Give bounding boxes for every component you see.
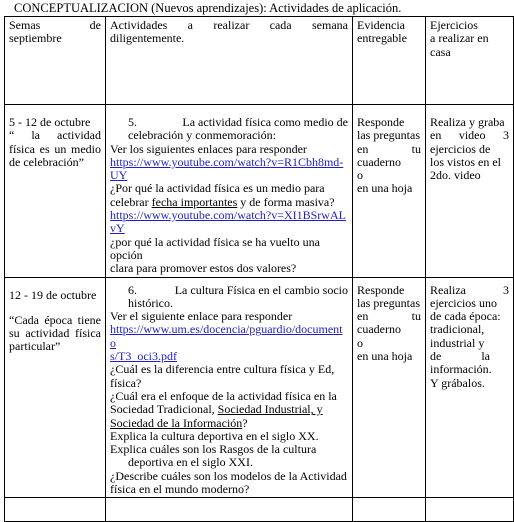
header-cell-homework: Ejercicios a realizar en casa [426, 17, 514, 105]
evidence-cell: Responde las preguntas en tu cuaderno o en una hoja [353, 277, 426, 498]
section-heading: CONCEPTUALIZACION (Nuevos aprendizajes): Actividades de aplicación. [14, 1, 402, 15]
empty-cell [353, 498, 426, 522]
activities-cell: 5. La actividad física como medio de celebración y conmemoración: Ver los siguientes enlaces para responder https://www.youtube.com/watch?v=R1Cbh8md- UY ¿Por qué la actividad física es un medio para celebrar fecha importantes y de forma masiva? https://www.youtube.com/watch?v=XI1BSrwAL vY ¿por qué la actividad física se ha vuelto una opción clara para promover estos dos valores? [106, 105, 353, 278]
week-quote: “Cada época tiene su actividad física particular” [9, 312, 101, 354]
activity-number: 6. [128, 282, 137, 297]
week-dates: 5 - 12 de octubre [9, 115, 91, 129]
um-pdf-link[interactable]: https://www.um.es/docencia/pguardio/documento s/T3_oci3.pdf [110, 322, 343, 364]
youtube-link-2[interactable]: https://www.youtube.com/watch?v=XI1BSrwAL vY [110, 208, 346, 236]
header-cell-activities: Actividades a realizar cada semana diligentemente. [106, 17, 353, 105]
activities-cell: 6. La cultura Física en el cambio socio histórico. Ver el siguiente enlace para responder https://www.um.es/docencia/pguardio/documento s/T3_oci3.pdf ¿Cuál es la diferencia entre cultura física y Ed, física? ¿Cuál era el enfoque de la actividad física en la Sociedad Tradicional, Sociedad Industrial, y Sociedad de la Información? Explica la cultura deportiva en el siglo XX. Explica cuáles son los Rasgos de la cultura deportiva en el siglo XXI. ¿Describe cuáles son los modelos de la Actividad física en el mundo moderno? [106, 277, 353, 498]
table-row [5, 498, 514, 522]
activity-title: La cultura Física en el cambio socio [174, 282, 348, 297]
week-quote: “ la actividad física es un medio de celebración” [9, 128, 101, 169]
evidence-cell: Responde las preguntas en tu cuaderno o en una hoja [353, 105, 426, 278]
activity-title: La actividad física como medio de [182, 115, 348, 129]
table-header-row [5, 17, 514, 105]
activity-number: 5. [128, 115, 137, 129]
header-cell-weeks: Semas de septiembre [5, 17, 106, 105]
table-row [5, 105, 514, 278]
homework-cell: Realiza y graba en video 3 ejercicios de los vistos en el 2do. video [426, 105, 514, 278]
table-row [5, 277, 514, 498]
empty-cell [5, 498, 106, 522]
week-cell [5, 277, 106, 498]
empty-cell [106, 498, 353, 522]
youtube-link-1[interactable]: https://www.youtube.com/watch?v=R1Cbh8md- UY [110, 154, 344, 183]
empty-cell [426, 498, 514, 522]
week-dates: 12 - 19 de octubre [9, 287, 97, 302]
homework-cell: Realiza 3 ejercicios uno de cada época: tradicional, industrial y de la información. Y grábalos. [426, 277, 514, 498]
activities-table [4, 16, 514, 522]
week-cell [5, 105, 106, 278]
header-cell-evidence: Evidencia entregable [353, 17, 426, 105]
